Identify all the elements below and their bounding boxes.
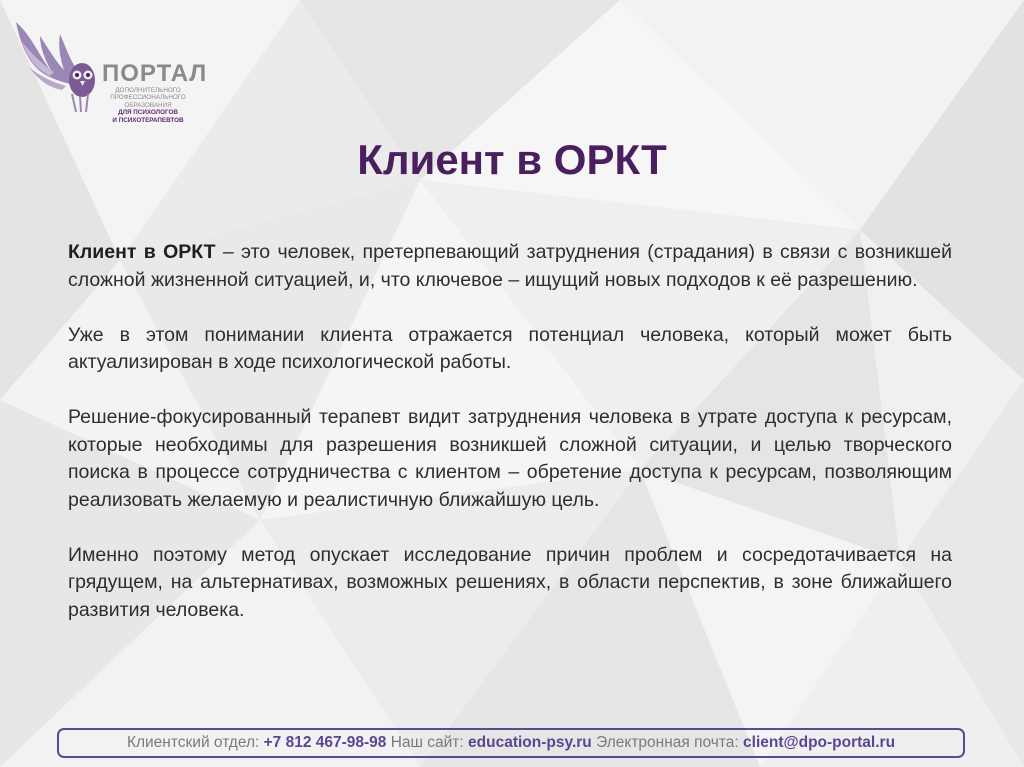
paragraph-potential: Уже в этом понимании клиента отражается потенциал человека, который может быть актуализирован в ходе психологической работы. [68, 323, 952, 373]
phone-link[interactable]: +7 812 467-98-98 [263, 734, 387, 751]
logo-subtitle-line: ДОПОЛНИТЕЛЬНОГО [115, 87, 181, 94]
slide-body [68, 239, 952, 652]
logo-subtitle-line: И ПСИХОТЕРАПЕВТОВ [112, 116, 184, 124]
contact-footer [57, 728, 965, 758]
paragraph-definition [68, 239, 952, 294]
email-label: Электронная почта: [591, 734, 744, 751]
logo-subtitle-line: ПРОФЕССИОНАЛЬНОГО [110, 94, 186, 102]
slide-title: Клиент в ОРКТ [357, 136, 667, 183]
paragraph-resources: Решение-фокусированный терапевт видит затруднения человека в утрате доступа к ресурсам, которые необходимы для разрешения возникшей сложной ситуации, и целью творческого поиска в процессе сотрудничества с клиентом – обретение доступа к ресурсам, позволяющим реализовать желаемую и реалистичную ближайшую цель. [68, 406, 952, 511]
term-highlight: Клиент в ОРКТ [68, 241, 216, 263]
definition-text: – это человек, претерпевающий затруднения (страдания) в связи с возникшей сложной жизненной ситуацией, и, что ключевое – ищущий новых подходов к её разрешению. [68, 241, 952, 291]
logo-subtitle [102, 87, 194, 124]
email-link[interactable]: client@dpo-portal.ru [743, 734, 896, 751]
site-label: Наш сайт: [386, 734, 469, 751]
winged-owl-icon [10, 14, 105, 114]
logo-subtitle-line: ДЛЯ ПСИХОЛОГОВ [118, 109, 178, 117]
logo-name: ПОРТАЛ [102, 60, 208, 87]
logo-subtitle-line: ОБРАЗОВАНИЯ [124, 101, 172, 109]
portal-logo[interactable] [10, 14, 208, 124]
dept-label: Клиентский отдел: [126, 734, 264, 751]
paragraph-method: Именно поэтому метод опускает исследование причин проблем и сосредотачивается на грядущем, на альтернативах, возможных решениях, в области перспектив, в зоне ближайшего развития человека. [68, 543, 952, 621]
site-link[interactable]: education-psy.ru [468, 734, 592, 751]
